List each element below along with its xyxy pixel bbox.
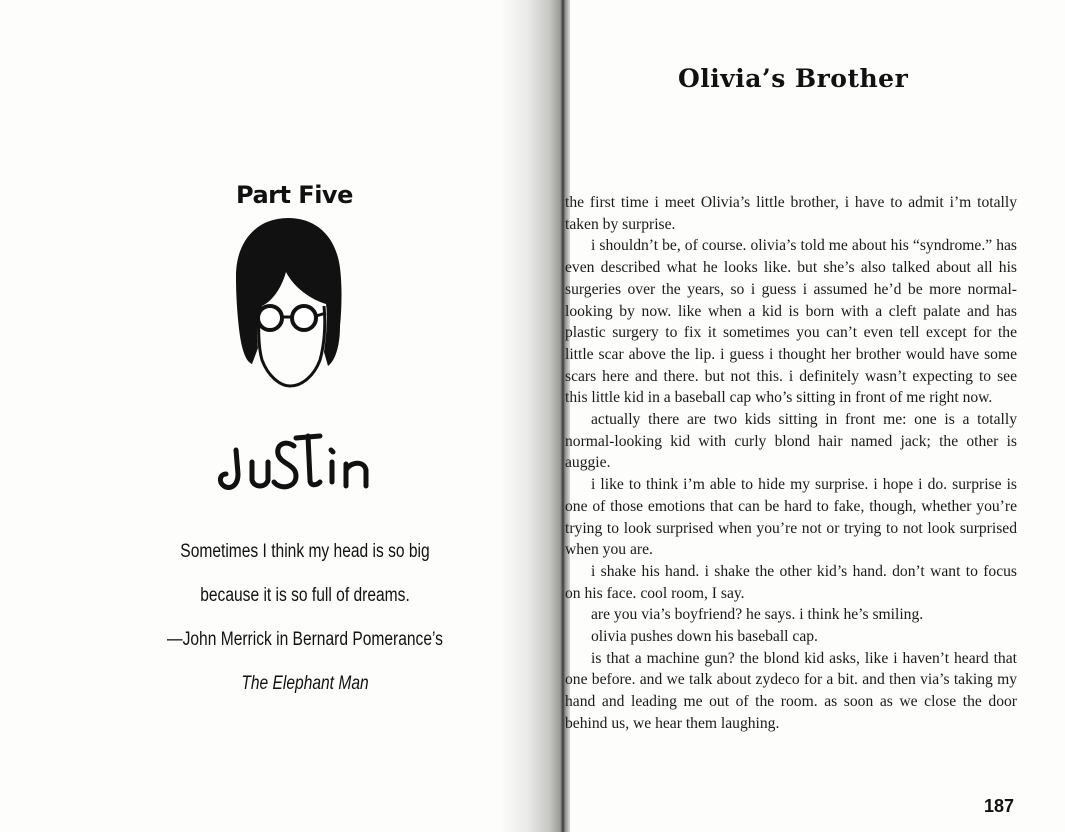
paragraph: the first time i meet Olivia’s little brother, i have to admit i’m totally taken by surprise.: [565, 194, 1017, 233]
paragraph: is that a machine gun? the blond kid asks, like i haven’t heard that one before. and we talk about zydeco for a bit. and then via’s taking my hand and leading me out of the room. as soon as we close the door behind us, we hear them laughing.: [565, 649, 1017, 732]
epigraph-source-title: The Elephant Man: [241, 673, 369, 694]
glasses-left-lens: [258, 306, 282, 330]
epigraph-attribution: —John Merrick in Bernard Pomerance’s: [167, 629, 443, 650]
chapter-title: Olivia’s Brother: [678, 64, 909, 93]
glasses-right-lens: [292, 306, 316, 330]
hair: [236, 218, 342, 366]
paragraph: actually there are two kids sitting in front me: one is a totally normal-looking kid with curly blond hair named jack; the other is auggie.: [565, 411, 1017, 472]
justin-portrait-illustration: [228, 214, 348, 392]
right-page: [560, 0, 1065, 832]
epigraph: [145, 530, 465, 706]
chapter-body: [565, 192, 1017, 735]
epigraph-line-1: Sometimes I think my head is so big: [180, 541, 430, 562]
page-number: 187: [984, 796, 1015, 816]
part-title: Part Five: [236, 181, 353, 209]
section-name-handwritten: [212, 424, 392, 500]
paragraph: i like to think i’m able to hide my surprise. i hope i do. surprise is one of those emotions that can be hard to fake, though, whether you’re trying to look surprised when you’re not or trying to not look surprised when you are.: [565, 476, 1017, 559]
paragraph: i shake his hand. i shake the other kid’s hand. don’t want to focus on his face. cool room, I say.: [565, 562, 1017, 602]
paragraph: are you via’s boyfriend? he says. i think he’s smiling.: [591, 606, 924, 624]
paragraph: olivia pushes down his baseball cap.: [591, 628, 818, 646]
epigraph-line-2: because it is so full of dreams.: [200, 585, 410, 606]
paragraph: i shouldn’t be, of course. olivia’s told me about his “syndrome.” has even described what he looks like. but she’s also talked about all his surgeries over the years, so i guess i assumed he’d be more normal-looking by now. like when a kid is born with a cleft palate and has plastic surgery to fix it sometimes you can’t even tell except for the little scar above the lip. i guess i thought her brother would have some scars here and there. but not this. i definitely wasn’t expecting to see this little kid in a baseball cap who’s sitting in front of me right now.: [565, 237, 1017, 407]
